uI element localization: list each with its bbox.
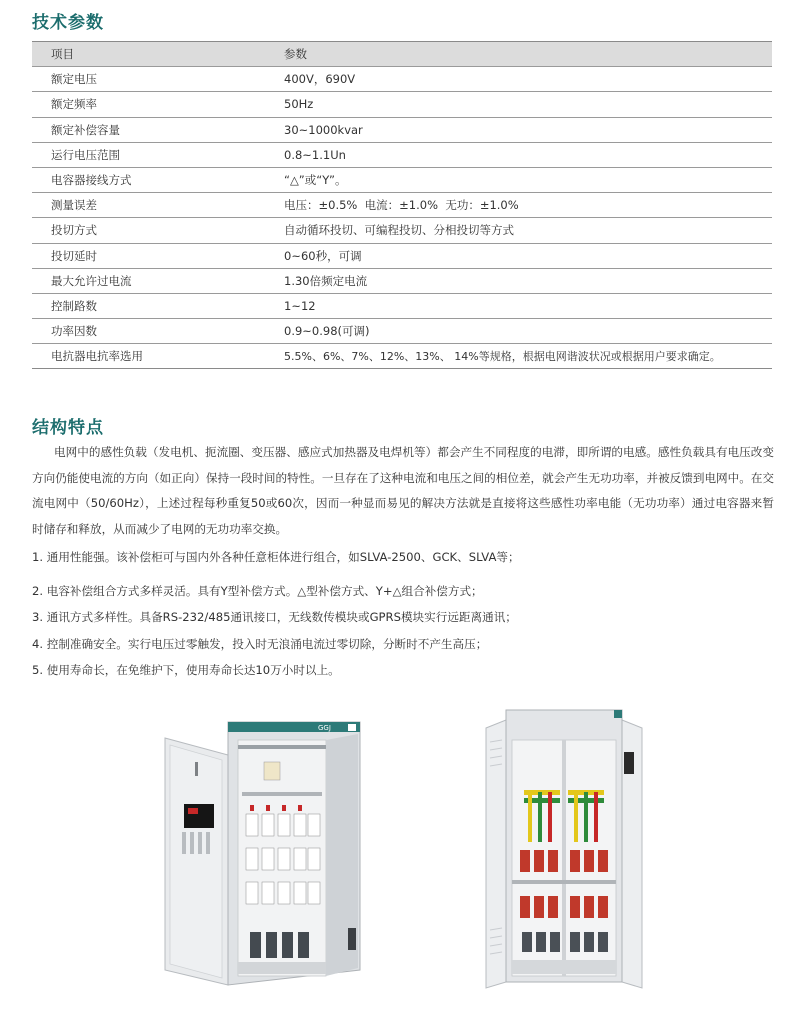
row-value: 5.5%、6%、7%、12%、13%、 14%等规格，根据电网谐波状况或根据用户要求确定。	[265, 344, 772, 369]
row-value: 自动循环投切、可编程投切、分相投切等方式	[265, 218, 772, 243]
table-row	[32, 293, 772, 318]
tech-params-title: 技术参数	[32, 13, 104, 33]
table-row	[32, 167, 772, 192]
cabinet-photo-left	[160, 700, 370, 992]
row-value: 0.8~1.1Un	[265, 142, 772, 167]
tech-params-table	[32, 41, 772, 369]
row-value: 0~60秒，可调	[265, 243, 772, 268]
row-label: 电容器接线方式	[32, 167, 265, 192]
row-label: 控制路数	[32, 293, 265, 318]
row-label: 投切方式	[32, 218, 265, 243]
table-row	[32, 142, 772, 167]
row-value: 50Hz	[265, 92, 772, 117]
feature-item: 4. 控制准确安全。实行电压过零触发，投入时无浪涌电流过零切除，分断时不产生高压；	[32, 637, 488, 651]
row-label: 额定电压	[32, 67, 265, 92]
row-label: 最大允许过电流	[32, 268, 265, 293]
header-item: 项目	[32, 42, 265, 67]
row-label: 运行电压范围	[32, 142, 265, 167]
table-row	[32, 218, 772, 243]
table-row	[32, 268, 772, 293]
row-label: 测量误差	[32, 193, 265, 218]
row-label: 额定频率	[32, 92, 265, 117]
feature-item: 3. 通讯方式多样性。具备RS-232/485通讯接口，无线数传模块或GPRS模块实行远距离通讯；	[32, 610, 517, 624]
intro-paragraph: 电网中的感性负载（发电机、扼流圈、变压器、感应式加热器及电焊机等）都会产生不同程度的电滞，即所谓的电感。感性负载具有电压改变方向仍能使电流的方向（如正向）保持一段时间的特性。一旦存在了这种电流和电压之间的相位差，就会产生无功功率，并被反馈到电网中。在交流电网中（50/60Hz），上述过程每秒重复50或60次，因而一种显而易见的解决方法就是直接将这些感性功率电能（无功功率）通过电容器来暂时储存和释放，从而减少了电网的无功功率交换。	[32, 445, 775, 536]
row-value: 1.30倍频定电流	[265, 268, 772, 293]
table-row	[32, 92, 772, 117]
feature-item: 2. 电容补偿组合方式多样灵活。具有Y型补偿方式。△型补偿方式、Y+△组合补偿方式；	[32, 584, 483, 598]
row-label: 额定补偿容量	[32, 117, 265, 142]
row-value: 30~1000kvar	[265, 117, 772, 142]
header-param: 参数	[265, 42, 772, 67]
table-row	[32, 193, 772, 218]
table-row	[32, 117, 772, 142]
structure-title: 结构特点	[32, 418, 104, 438]
cabinet-photo-right	[484, 700, 644, 992]
table-row	[32, 344, 772, 369]
cabinet-label: GGJ	[318, 724, 331, 732]
table-row	[32, 319, 772, 344]
table-header-row	[32, 42, 772, 67]
row-label: 投切延时	[32, 243, 265, 268]
table-row	[32, 67, 772, 92]
feature-item: 5. 使用寿命长，在免维护下，使用寿命长达10万小时以上。	[32, 663, 340, 677]
row-value: “△”或“Y”。	[265, 167, 772, 192]
row-value: 0.9~0.98(可调)	[265, 319, 772, 344]
row-label: 功率因数	[32, 319, 265, 344]
row-label: 电抗器电抗率选用	[32, 344, 265, 369]
table-row	[32, 243, 772, 268]
row-value: 电压：±0.5% 电流：±1.0% 无功：±1.0%	[265, 193, 772, 218]
row-value: 400V，690V	[265, 67, 772, 92]
row-value: 1~12	[265, 293, 772, 318]
feature-item: 1. 通用性能强。该补偿柜可与国内外各种任意柜体进行组合，如SLVA-2500、GCK、SLVA等；	[32, 550, 520, 564]
